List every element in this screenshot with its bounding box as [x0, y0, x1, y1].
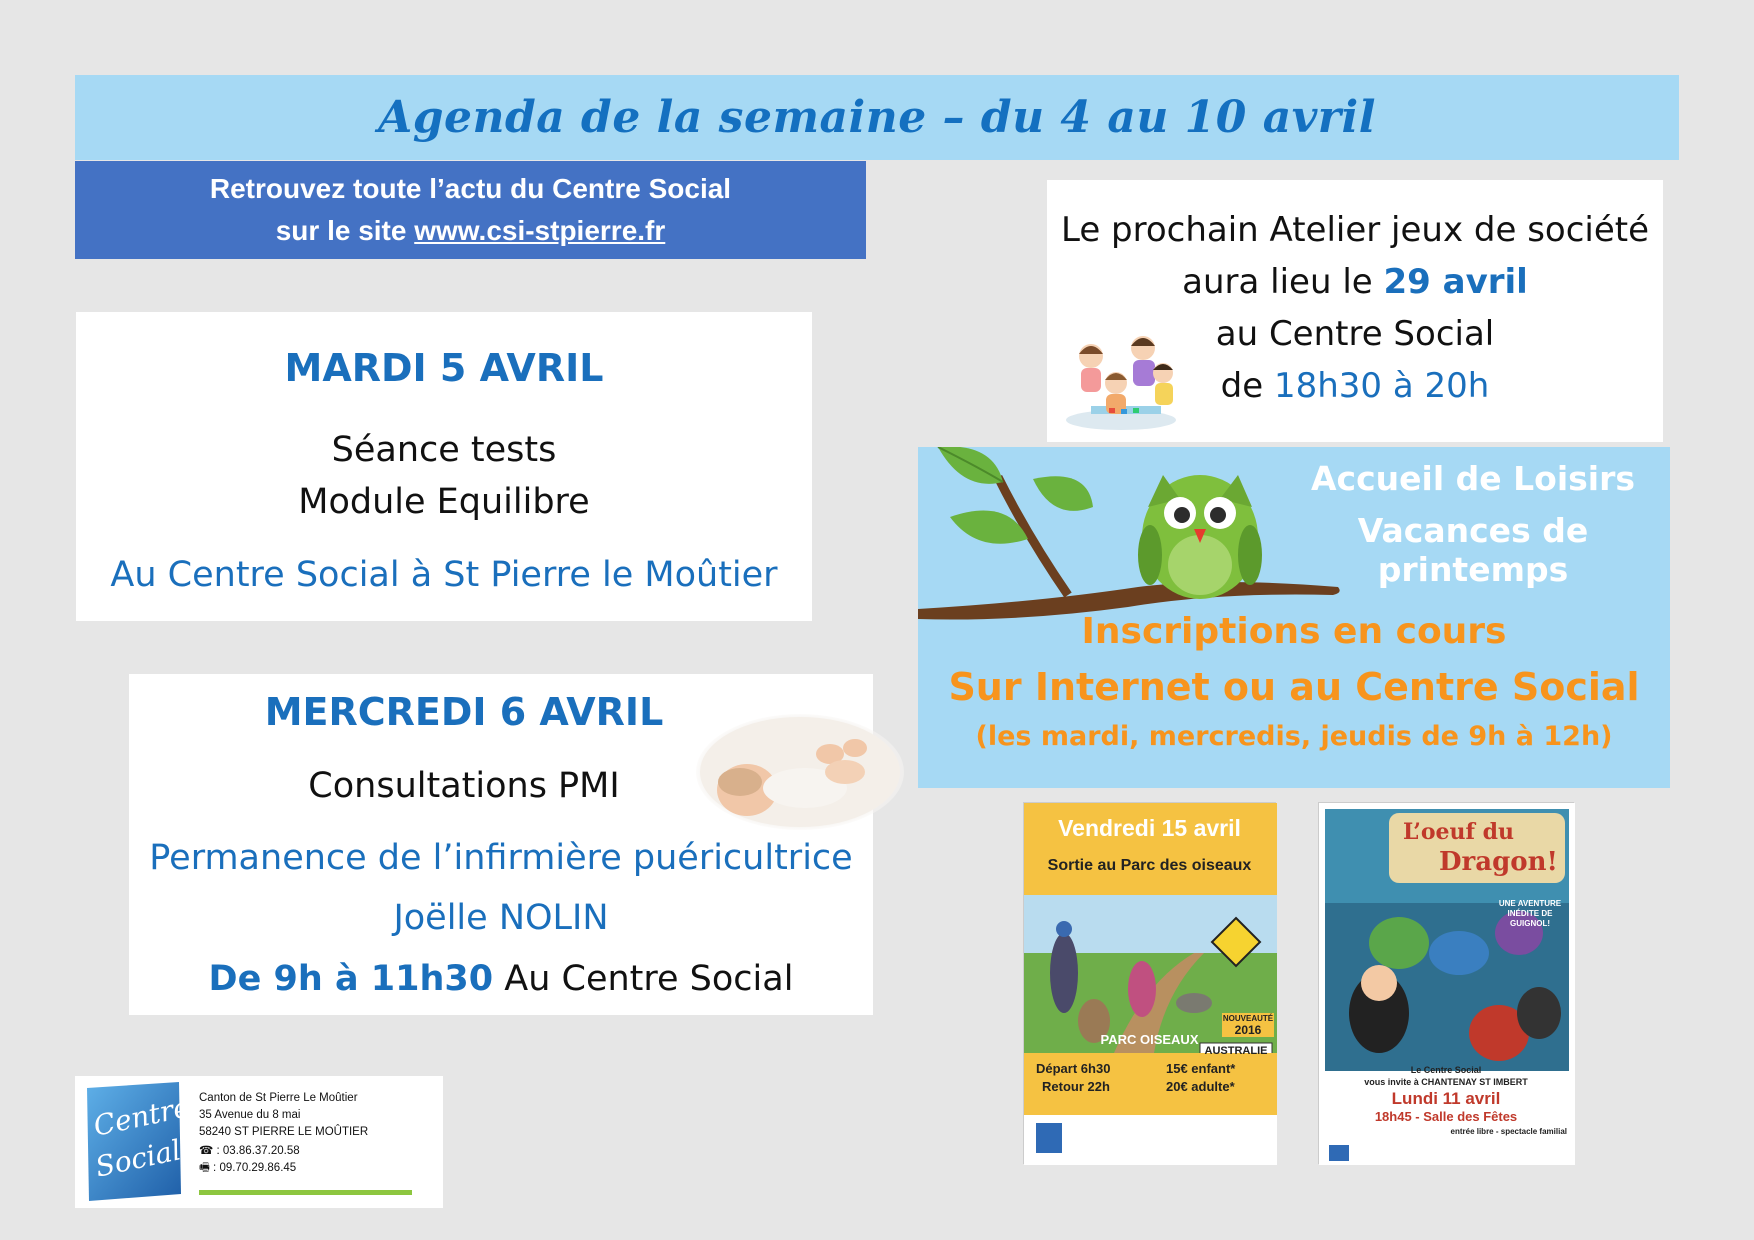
logo-word-centre: Centre [90, 1090, 193, 1143]
page-title: Agenda de la semaine – du 4 au 10 avril [378, 92, 1376, 143]
event-time-location [129, 959, 873, 999]
contact-line3: 58240 ST PIERRE LE MOÛTIER [199, 1126, 369, 1138]
poster1-subtitle: Sortie au Parc des oiseaux [1047, 857, 1252, 874]
event-time: De 9h à 11h30 [208, 959, 494, 999]
poster1-badge-line1: NOUVEAUTÉ [1222, 1014, 1274, 1023]
loisirs-registration: Inscriptions en cours [1081, 611, 1507, 652]
poster1-badge-line2: 2016 [1234, 1023, 1262, 1037]
baby-photo-image [695, 712, 905, 832]
contact-line1: Canton de St Pierre Le Moûtier [199, 1092, 358, 1104]
event-location: Au Centre Social [493, 959, 794, 999]
poster1-price-child: 15€ enfant* [1166, 1061, 1236, 1076]
website-link[interactable]: www.csi-stpierre.fr [414, 215, 666, 246]
kids-playing-illustration [1061, 328, 1181, 433]
poster1-sign: AUSTRALIE [1204, 1045, 1268, 1057]
contact-fax: 🖷 : 09.70.29.86.45 [199, 1162, 297, 1174]
event-detail: Permanence de l’infirmière puéricultrice [149, 838, 853, 878]
poster2-title-part1: L’oeuf du [1403, 819, 1515, 845]
poster1-park-name: PARC OISEAUX [1100, 1032, 1199, 1047]
event-day-title: MERCREDI 6 AVRIL [264, 690, 664, 734]
loisirs-subheading: Vacances de printemps [1357, 511, 1589, 589]
event-description: Consultations PMI [308, 766, 620, 806]
accueil-loisirs-card [918, 447, 1670, 788]
event-person: Joëlle NOLIN [393, 898, 609, 938]
poster2-title-part2: Dragon! [1439, 847, 1558, 877]
poster1-depart: Départ 6h30 [1036, 1061, 1111, 1076]
atelier-line2 [1047, 262, 1663, 302]
poster2-invite-line1: Le Centre Social [1410, 1065, 1482, 1075]
contact-underline [199, 1190, 412, 1195]
atelier-date: 29 avril [1383, 262, 1528, 302]
poster-oeuf-du-dragon [1318, 802, 1574, 1164]
contact-block [75, 1076, 443, 1208]
website-prefix: sur le site [275, 215, 415, 246]
atelier-jeux-card [1047, 180, 1663, 442]
logo-word-social: Social [92, 1133, 184, 1184]
event-card-mercredi [129, 674, 873, 1015]
poster1-price-adult: 20€ adulte* [1166, 1079, 1235, 1094]
event-day-title: MARDI 5 AVRIL [284, 346, 604, 390]
website-banner-line2 [75, 210, 866, 252]
contact-phone: ☎ : 03.86.37.20.58 [199, 1145, 300, 1157]
atelier-line2-prefix: aura lieu le [1182, 262, 1384, 302]
website-banner-line1: Retrouvez toute l’actu du Centre Social [209, 173, 732, 204]
atelier-line4-prefix: de [1220, 366, 1274, 406]
loisirs-registration-where: Sur Internet ou au Centre Social [948, 665, 1640, 709]
event-location: Au Centre Social à St Pierre le Moûtier [110, 555, 778, 595]
loisirs-registration-days: (les mardi, mercredis, jeudis de 9h à 12h) [975, 721, 1613, 752]
poster2-tagline: UNE AVENTURE INÉDITE DE GUIGNOL! [1498, 899, 1562, 928]
atelier-line1: Le prochain Atelier jeux de société [1060, 210, 1650, 250]
title-bar [75, 75, 1679, 160]
contact-line2: 35 Avenue du 8 mai [199, 1109, 301, 1121]
atelier-line3: au Centre Social [1215, 314, 1495, 354]
poster-parc-oiseaux [1023, 802, 1276, 1164]
poster2-time-place: 18h45 - Salle des Fêtes [1374, 1109, 1518, 1124]
event-description: Séance tests [331, 430, 557, 470]
atelier-hours: 18h30 à 20h [1273, 366, 1490, 406]
poster2-entry: entrée libre - spectacle familial [1450, 1127, 1567, 1136]
website-banner [75, 161, 866, 259]
event-description: Module Equilibre [298, 482, 590, 522]
poster2-date: Lundi 11 avril [1391, 1089, 1501, 1108]
poster2-invite-line2: vous invite à CHANTENAY ST IMBERT [1364, 1077, 1528, 1087]
loisirs-heading: Accueil de Loisirs [1310, 459, 1636, 498]
poster1-title: Vendredi 15 avril [1058, 815, 1241, 841]
poster1-retour: Retour 22h [1042, 1079, 1110, 1094]
event-card-mardi [76, 312, 812, 621]
